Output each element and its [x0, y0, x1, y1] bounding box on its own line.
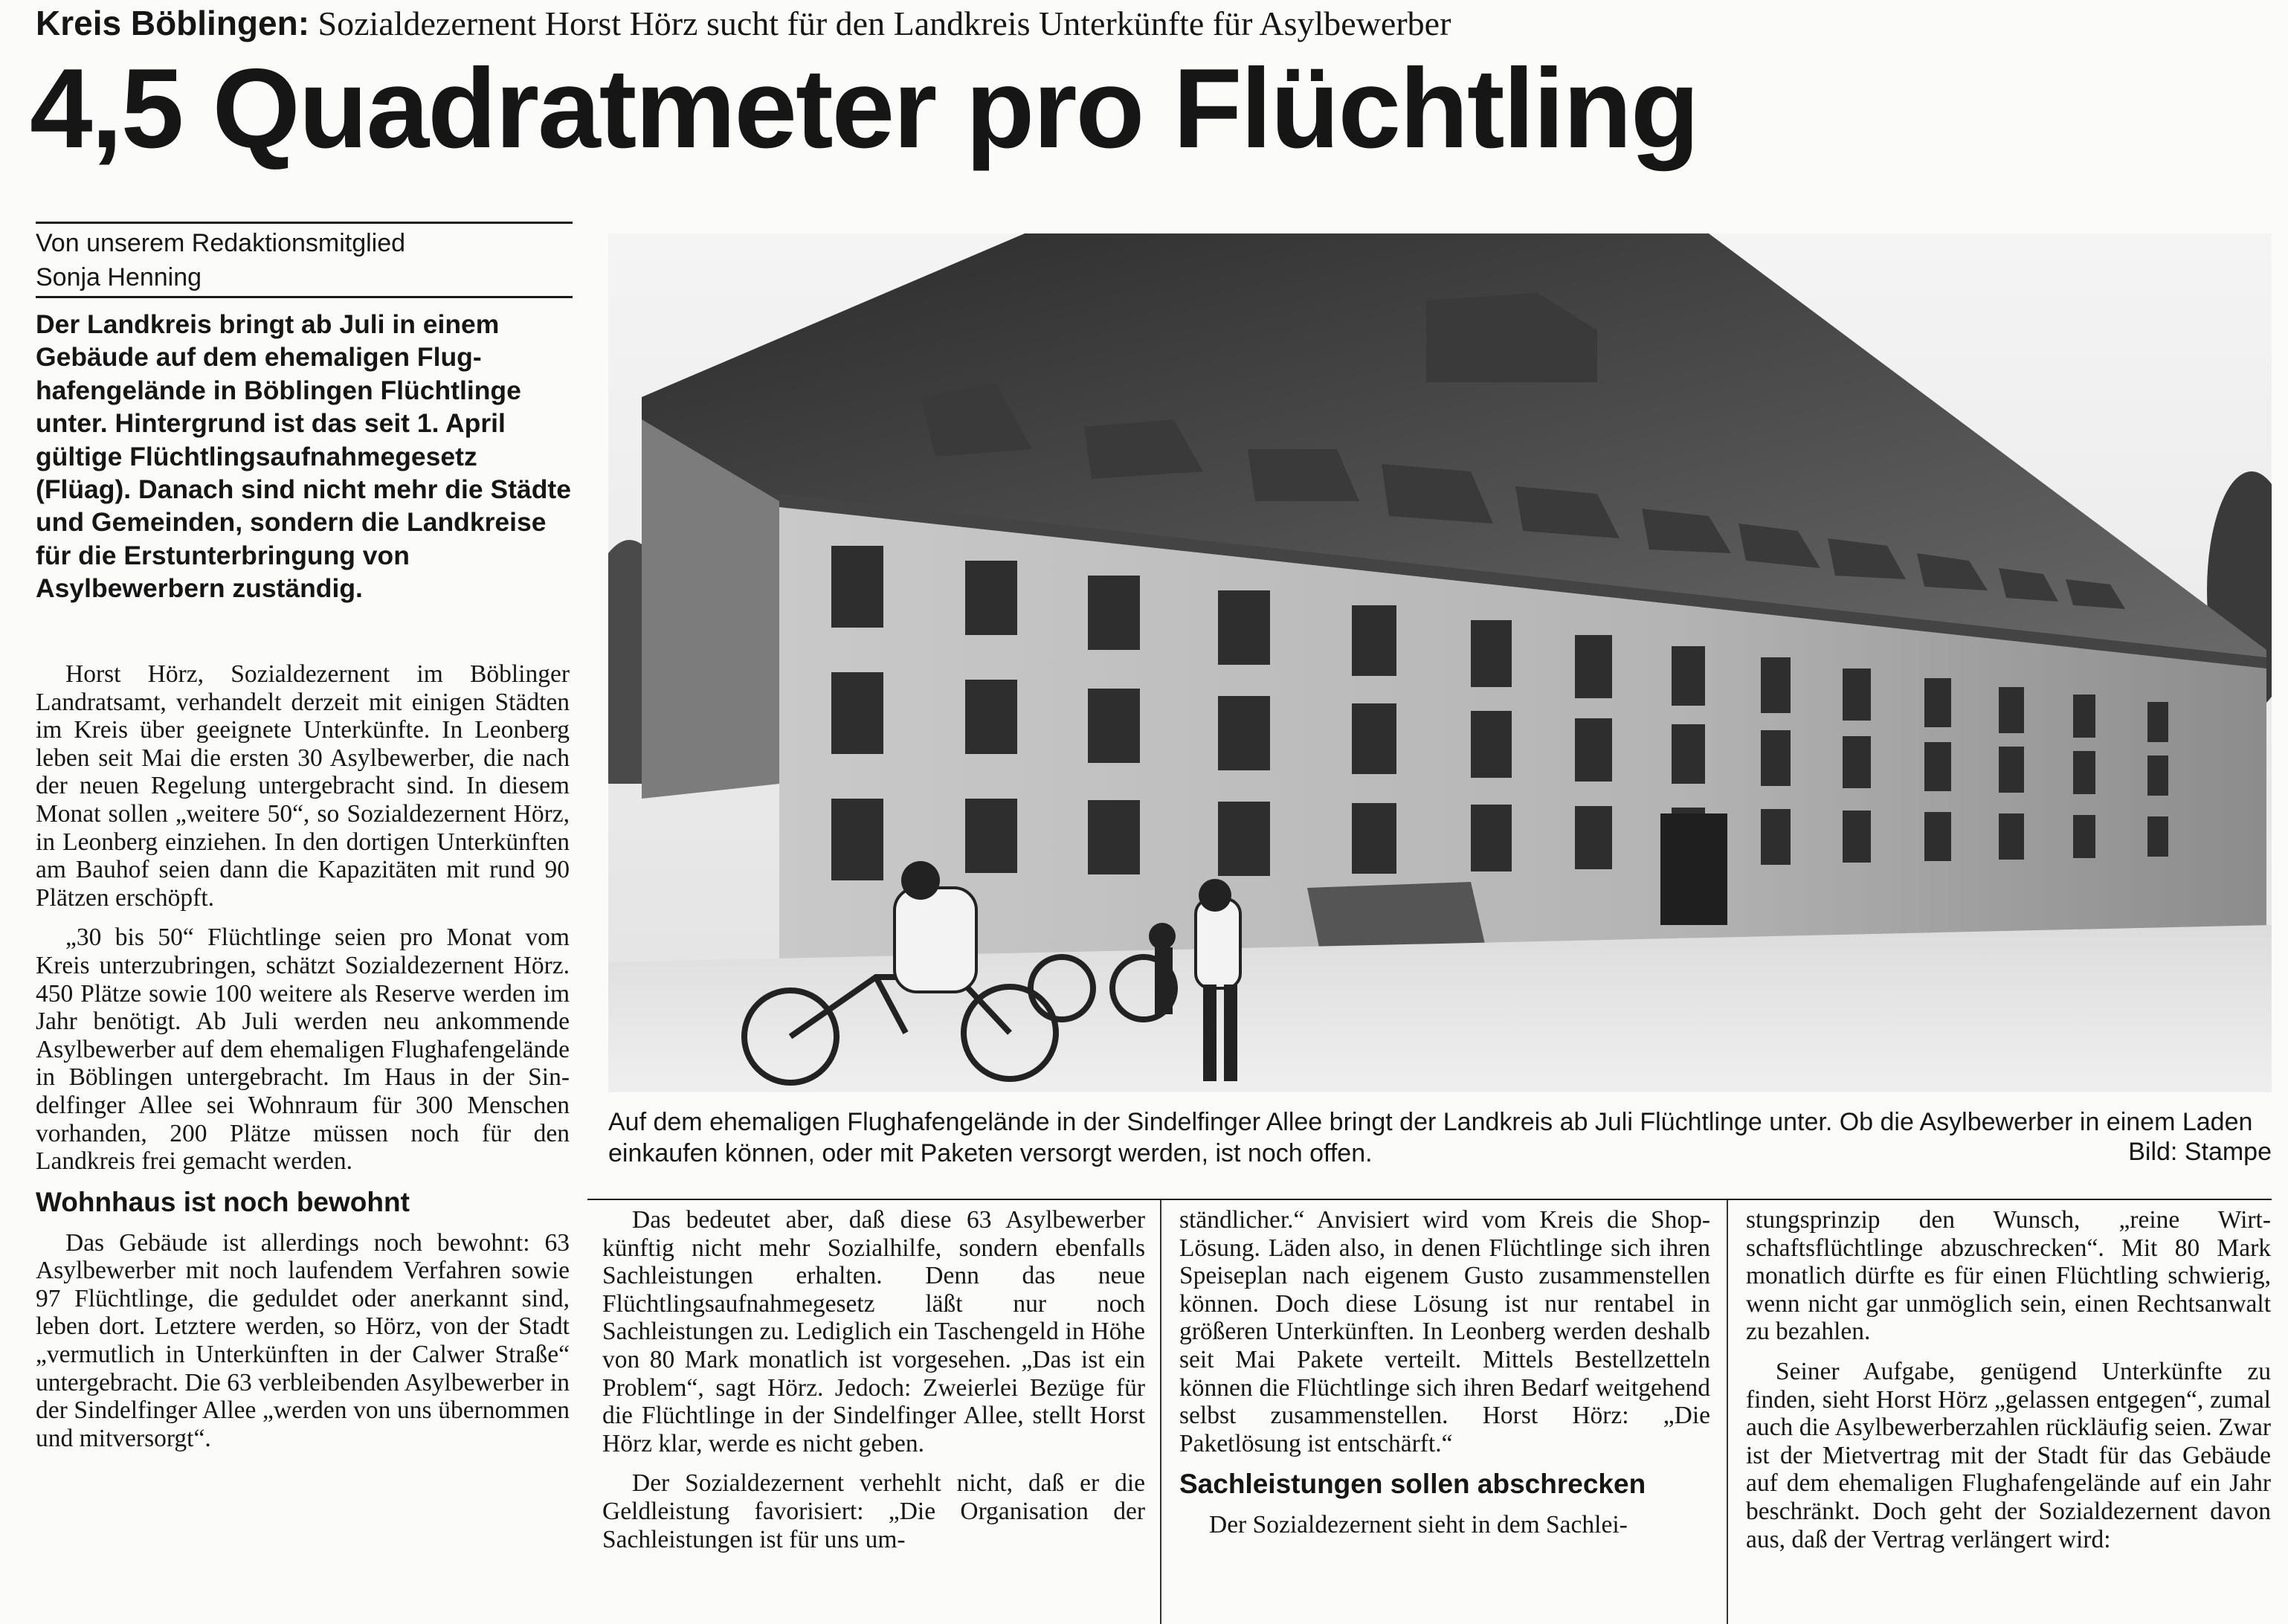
col1-paragraph-3: Das Gebäude ist allerdings noch bewohnt: 63 Asylbewerber mit noch laufendem Verfahren sowie 97 Flüchtlinge, die geduldet oder anerkannt sind, leben dort. Letztere werden, so Hörz, von der Stadt „vermutlich in Unterkünften in der Calwer Straße“ untergebracht. Die 63 verbleibenden Asylbewerber in der Sindelfinger Allee „werden von uns übernommen und mitversorgt“. — [36, 1228, 570, 1452]
column-divider-2 — [1727, 1199, 1728, 1624]
kicker-line — [36, 3, 1451, 43]
col1-paragraph-2: „30 bis 50“ Flüchtlinge seien pro Monat vom Kreis unterzubringen, schätzt Sozialdezernent Hörz. 450 Plätze sowie 100 weitere als Reserve werden im Jahr benötigt. Ab Juli werden neu ankommende Asylbewerber auf dem ehemaligen Flughafengelände in Böblingen untergebracht. Im Haus in der Sindelfinger Allee sei Wohnraum für 300 Menschen vorhanden, 200 Plätze müssen noch für den Landkreis frei gemacht werden. — [36, 924, 570, 1176]
col3-paragraph-2: Der Sozialdezernent sieht in dem Sachlei- — [1209, 1511, 1628, 1539]
byline-bottom-rule — [36, 296, 573, 298]
building-photo — [608, 233, 2272, 1092]
col2-paragraph-1: Das bedeutet aber, daß diese 63 Asylbewerber künftig nicht mehr Sozialhilfe, sondern ebenfalls Sachleistungen erhalten. Denn das neue Flüchtlingsaufnahmegesetz läßt nur noch Sachleistungen zu. Lediglich ein Taschengeld in Höhe von 80 Mark monatlich ist vorgesehen. „Das ist ein Problem“, sagt Hörz. Jedoch: Zweierlei Bezüge für die Flüchtlinge in der Sindelfinger Allee, stellt Horst Hörz klar, werde es nicht geben. — [602, 1206, 1145, 1457]
byline-top-rule — [36, 222, 573, 224]
column-divider-1 — [1160, 1199, 1161, 1624]
kicker-text: Sozialdezernent Horst Hörz sucht für den Landkreis Unterkünfte für Asylbewerber — [318, 4, 1451, 42]
column-2 — [602, 1206, 1145, 1553]
col4-paragraph-1: stungsprinzip den Wunsch, „reine Wirtschaftsflüchtlinge abzuschrecken“. Mit 80 Mark monatlich dürfte es für einen Flüchtling schwierig, wenn nicht gar unmöglich sein, einen Rechtsanwalt zu bezahlen. — [1746, 1206, 2271, 1346]
col1-paragraph-1: Horst Hörz, Sozialdezernent im Böblinger Landratsamt, verhandelt derzeit mit einigen Städten im Kreis über geeignete Unterkünfte. In Leonberg leben seit Mai die ersten 30 Asylbewerber, die nach der neuen Regelung untergebracht sind. In diesem Monat sollen „weitere 50“, so Sozialdezernent Hörz, in Leonberg einziehen. In den dortigen Unterkünften am Bauhof seien dann die Kapazitäten mit rund 90 Plätzen erschöpft. — [36, 660, 570, 912]
column-4 — [1746, 1206, 2271, 1553]
columns-top-rule — [587, 1199, 2272, 1200]
col2-paragraph-2: Der Sozialdezernent verhehlt nicht, daß er die Geldleistung favorisiert: „Die Organisation der Sachleistungen ist für uns um- — [602, 1469, 1145, 1553]
col4-paragraph-2: Seiner Aufgabe, genügend Unterkünfte zu finden, sieht Horst Hörz „gelassen entgegen“, zumal auch die Asylbewerberzahlen rückläufig seien. Zwar ist der Mietvertrag mit der Stadt für das Gebäude auf dem ehemaligen Flughafengelände auf ein Jahr beschränkt. Doch geht der Sozialdezernent davon aus, daß der Vertrag verlängert wird: — [1746, 1357, 2271, 1553]
column-1 — [36, 660, 570, 1452]
headline: 4,5 Quadratmeter pro Flüchtling — [30, 45, 1698, 172]
byline — [36, 226, 571, 294]
column-3 — [1179, 1206, 1710, 1539]
lead-paragraph: Der Landkreis bringt ab Juli in einem Gebäude auf dem ehemaligen Flughafengelände in Böblingen Flüchtlinge unter. Hintergrund ist das seit 1. April gültige Flüchtlingsaufnahmegesetz (Flüag). Danach sind nicht mehr die Städte und Gemeinden, sondern die Landkreise für die Erstunterbringung von Asylbewerbern zuständig. — [36, 309, 571, 604]
col1-subhead: Wohnhaus ist noch bewohnt — [36, 1186, 410, 1217]
byline-author: Sonja Henning — [36, 263, 202, 291]
photo-credit: Bild: Stampe — [2128, 1138, 2272, 1166]
col3-subhead: Sachleistungen sollen abschrecken — [1179, 1469, 1646, 1500]
kicker-place: Kreis Böblingen: — [36, 4, 310, 42]
photo-caption: Auf dem ehemaligen Flughafengelände in der Sindelfinger Allee bringt der Landkreis ab Juli Flüchtlinge unter. Ob die Asylbewerber in einem Laden einkaufen können, oder mit Paketen versorgt werden, ist noch offen. — [608, 1108, 2253, 1167]
byline-line1: Von unserem Redaktionsmitglied — [36, 229, 406, 257]
col3-paragraph-1: ständlicher.“ Anvisiert wird vom Kreis die Shop-Lösung. Läden also, in denen Flüchtlinge sich ihren Speiseplan nach eigenem Gusto zusammenstellen können. Doch diese Lösung ist nur rentabel in größeren Unterkünften. In Leonberg werden deshalb seit Mai Pakete verteilt. Mittels Bestellzetteln können die Flüchtlinge sich ihren Bedarf weitgehend selbst zusammenstellen. Horst Hörz: „Die Paketlösung ist entschärft.“ — [1179, 1206, 1710, 1457]
